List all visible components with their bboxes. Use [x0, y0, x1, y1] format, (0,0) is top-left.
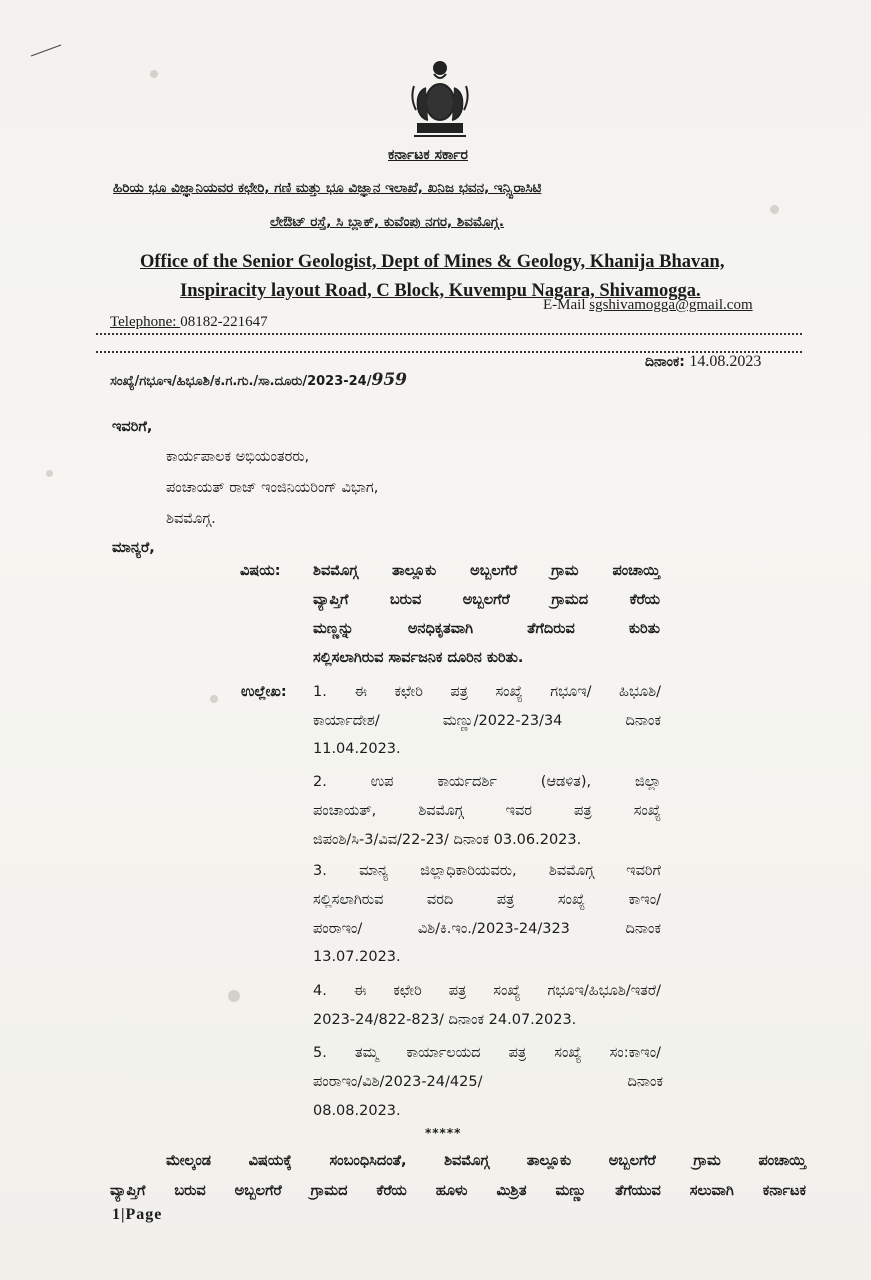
pen-mark — [31, 45, 61, 57]
scan-speck — [150, 70, 158, 78]
letter-date — [645, 353, 761, 371]
telephone-label: Telephone: — [110, 314, 181, 330]
subject-line: ಮಣ್ಣನ್ನು ಅನಧಿಕೃತವಾಗಿ ತೆಗೆದಿರುವ ಕುರಿತು — [313, 621, 660, 637]
addressee-line3: ಶಿವಮೊಗ್ಗ. — [166, 511, 216, 527]
reference-line: 5. ತಮ್ಮ ಕಾರ್ಯಾಲಯದ ಪತ್ರ ಸಂಖ್ಯೆ ಸಂ:ಕಾಇಂ/ — [313, 1045, 661, 1061]
addressee-line2: ಪಂಚಾಯತ್ ರಾಜ್ ಇಂಜಿನಿಯರಿಂಗ್ ವಿಭಾಗ, — [166, 480, 379, 496]
email — [543, 297, 753, 314]
telephone — [110, 314, 268, 331]
reference-line: 2. ಉಪ ಕಾರ್ಯದರ್ಶಿ (ಆಡಳಿತ), ಜಿಲ್ಲಾ — [313, 774, 661, 790]
government-title: ಕರ್ನಾಟಕ ಸರ್ಕಾರ — [388, 147, 468, 163]
reference-line: 11.04.2023. — [313, 741, 401, 757]
reference-line: ಪಂಚಾಯತ್, ಶಿವಮೊಗ್ಗ ಇವರ ಪತ್ರ ಸಂಖ್ಯೆ — [313, 803, 661, 819]
office-name-english-line2: Inspiracity layout Road, C Block, Kuvempu Nagara, Shivamogga. — [180, 281, 701, 301]
reference-line: 4. ಈ ಕಛೇರಿ ಪತ್ರ ಸಂಖ್ಯೆ ಗಭೂಇ/ಹಿಭೂಶಿ/ಇತರೆ/ — [313, 983, 661, 999]
body-paragraph-line2: ವ್ಯಾಪ್ತಿಗೆ ಬರುವ ಅಬ್ಬಲಗೆರೆ ಗ್ರಾಮದ ಕೆರೆಯ ಹೂಳು ಮಿಶ್ರಿತ ಮಣ್ಣು ತೆಗೆಯುವ ಸಲುವಾಗಿ ಕರ್ನಾಟಕ — [110, 1183, 806, 1199]
reference-line: ಜಿಪಂಶಿ/ಸಿ-3/ವಿವ/22-23/ ದಿನಾಂಕ 03.06.2023. — [313, 832, 582, 848]
reference-line: 3. ಮಾನ್ಯ ಜಿಲ್ಲಾಧಿಕಾರಿಯವರು, ಶಿವಮೊಗ್ಗ ಇವರಿಗೆ — [313, 863, 661, 879]
scan-speck — [770, 205, 779, 214]
subject-line: ವ್ಯಾಪ್ತಿಗೆ ಬರುವ ಅಬ್ಬಲಗೆರೆ ಗ್ರಾಮದ ಕೆರೆಯ — [313, 592, 660, 608]
scan-speck — [228, 990, 240, 1002]
reference-line: 08.08.2023. — [313, 1103, 401, 1119]
reference-number — [110, 370, 407, 390]
subject-label: ವಿಷಯ: — [240, 563, 281, 579]
body-paragraph-line1: ಮೇಲ್ಕಂಡ ವಿಷಯಕ್ಕೆ ಸಂಬಂಧಿಸಿದಂತೆ, ಶಿವಮೊಗ್ಗ ತಾಲ್ಲೂಕು ಅಬ್ಬಲಗೆರೆ ಗ್ರಾಮ ಪಂಚಾಯ್ತಿ — [166, 1153, 806, 1169]
reference-line: 2023-24/822-823/ ದಿನಾಂಕ 24.07.2023. — [313, 1012, 577, 1028]
email-label: E-Mail — [543, 297, 590, 313]
addressee-to: ಇವರಿಗೆ, — [112, 419, 153, 435]
subject-line: ಶಿವಮೊಗ್ಗ ತಾಲ್ಲೂಕು ಅಬ್ಬಲಗೆರೆ ಗ್ರಾಮ ಪಂಚಾಯ್ತಿ — [313, 563, 660, 579]
date-label: ದಿನಾಂಕ: — [645, 354, 685, 370]
reference-line: ಪಂರಾಇಂ/ವಿಶಿ/2023-24/425/ ದಿನಾಂಕ — [313, 1074, 663, 1090]
page-number-label: Page — [125, 1206, 163, 1223]
office-name-kannada-line1: ಹಿರಿಯ ಭೂ ವಿಜ್ಞಾನಿಯವರ ಕಛೇರಿ, ಗಣಿ ಮತ್ತು ಭೂ ವಿಜ್ಞಾನ ಇಲಾಖೆ, ಖನಿಜ ಭವನ, ಇನ್ಸ್ಪಿರಾಸಿಟಿ — [113, 180, 542, 196]
separator: ***** — [425, 1126, 462, 1140]
email-address[interactable]: sgshivamogga@gmail.com — [589, 297, 753, 313]
date-value: 14.08.2023 — [689, 353, 762, 370]
reference-line: 13.07.2023. — [313, 949, 401, 965]
addressee-line1: ಕಾರ್ಯಪಾಲಕ ಅಭಿಯಂತರರು, — [166, 449, 310, 465]
scan-speck — [46, 470, 53, 477]
reference-number-text: ಸಂಖ್ಯೆ/ಗಭೂಇ/ಹಿಭೂಶಿ/ಕ.ಗ.ಗು./ಸಾ.ದೂರು/2023-24/ — [110, 374, 372, 389]
office-name-english-line1: Office of the Senior Geologist, Dept of Mines & Geology, Khanija Bhavan, — [140, 252, 725, 272]
office-name-kannada-line2: ಲೇಔಟ್ ರಸ್ತೆ, ಸಿ ಬ್ಲಾಕ್, ಕುವೆಂಪು ನಗರ, ಶಿವಮೊಗ್ಗ. — [270, 214, 504, 230]
handwritten-number: 959 — [371, 370, 407, 390]
reference-line: ಪಂರಾಇಂ/ ವಿಶಿ/ಕಿ.ಇಂ./2023-24/323 ದಿನಾಂಕ — [313, 921, 661, 937]
references-label: ಉಲ್ಲೇಖ: — [241, 684, 287, 700]
reference-line: ಕಾರ್ಯಾದೇಶ/ ಮಣ್ಣು/2022-23/34 ದಿನಾಂಕ — [313, 713, 661, 729]
reference-line: ಸಲ್ಲಿಸಲಾಗಿರುವ ವರದಿ ಪತ್ರ ಸಂಖ್ಯೆ ಕಾಇಂ/ — [313, 892, 661, 908]
subject-line: ಸಲ್ಲಿಸಲಾಗಿರುವ ಸಾರ್ವಜನಿಕ ದೂರಿನ ಕುರಿತು. — [313, 650, 524, 666]
header-divider-top — [96, 333, 802, 335]
reference-line: 1. ಈ ಕಛೇರಿ ಪತ್ರ ಸಂಖ್ಯೆ ಗಭೂಇ/ ಹಿಭೂಶಿ/ — [313, 684, 661, 700]
scan-speck — [210, 695, 218, 703]
page-number: 1|Page — [112, 1206, 163, 1223]
state-emblem-icon — [408, 58, 472, 140]
telephone-number: 08182-221647 — [180, 314, 268, 330]
page-number-value: 1 — [112, 1206, 121, 1223]
salutation: ಮಾನ್ಯರೆ, — [112, 540, 155, 556]
